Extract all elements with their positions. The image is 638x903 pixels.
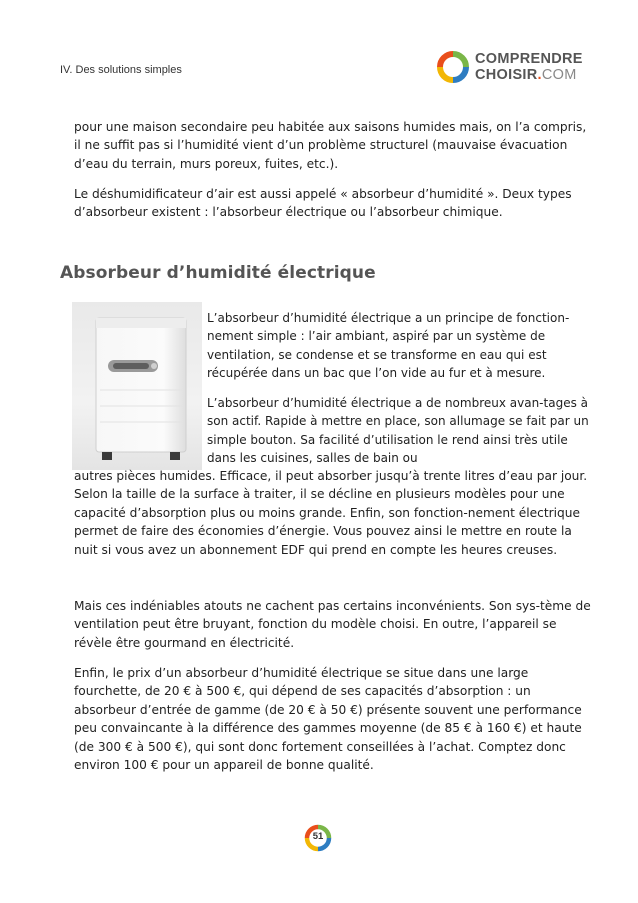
page-number-badge	[304, 824, 332, 852]
advantages-paragraph: L’absorbeur d’humidité électrique a de nombreux avan-tages à son actif. Rapide à mettre en place, son allumage se fait par un simple bouton. Sa facilité d’utilisation le rend ainsi très utile dans les cuisines, salles de bain ou	[207, 396, 589, 466]
section-title: Absorbeur d’humidité électrique	[60, 263, 376, 283]
dehumidifier-icon	[72, 302, 202, 470]
intro-paragraph: pour une maison secondaire peu habitée aux saisons humides mais, on l’a compris, il ne suffit pas si l’humidité vient d’un problème structurel (mauvaise évacuation d’eau du terrain, murs poreux, fuites, etc.).	[74, 120, 587, 171]
advantages-continued-paragraph: autres pièces humides. Efficace, il peut absorber jusqu’à trente litres d’eau par jour. Selon la taille de la surface à traiter, il se décline en plusieurs modèles pour une capacité d’absorption plus ou moins grande. Enfin, son fonction-nement électrique permet de faire des économies d’énergie. Vous pouvez ainsi le mettre en route la nuit si vous avez un abonnement EDF qui prend en compte les heures creuses.	[74, 469, 588, 557]
drawbacks-paragraph: Mais ces indéniables atouts ne cachent pas certains inconvénients. Son sys-tème de ventilation peut être bruyant, fonction du modèle choisi. En outre, l’appareil se révèle être gourmand en électricité.	[74, 599, 591, 650]
price-paragraph: Enfin, le prix d’un absorbeur d’humidité électrique se situe dans une large fourchette, de 20 € à 500 €, qui dépend de ses capacités d’absorption : un absorbeur d’entrée de gamme (de 20 € à 50 €) présente souvent une performance peu convaincante à la différence des gammes moyenne (de 85 € à 160 €) et haute (de 300 € à 500 €), qui sont donc fortement conseillées à l’achat. Comptez donc environ 100 € pour un appareil de bonne qualité.	[74, 666, 582, 773]
logo-ring-icon	[436, 50, 470, 84]
logo-line1: COMPRENDRE	[475, 51, 583, 67]
section-header: IV. Des solutions simples	[60, 64, 182, 76]
page-number: 51	[312, 831, 324, 842]
dehumidifier-photo	[72, 302, 202, 470]
logo-line2-com: COM	[541, 67, 577, 83]
comprendre-choisir-logo	[436, 50, 586, 86]
principle-paragraph: L’absorbeur d’humidité électrique a un principe de fonction-nement simple : l’air ambiant, aspiré par un système de ventilation, se condense et se transforme en eau qui est récupérée dans un bac que l’on vide au fur et à mesure.	[207, 311, 570, 381]
definition-paragraph: Le déshumidificateur d’air est aussi appelé « absorbeur d’humidité ». Deux types d’absorbeur existent : l’absorbeur électrique ou l’absorbeur chimique.	[74, 187, 572, 220]
logo-line2-main: CHOISIR	[475, 67, 538, 83]
logo-line2-dot: .	[537, 67, 542, 83]
